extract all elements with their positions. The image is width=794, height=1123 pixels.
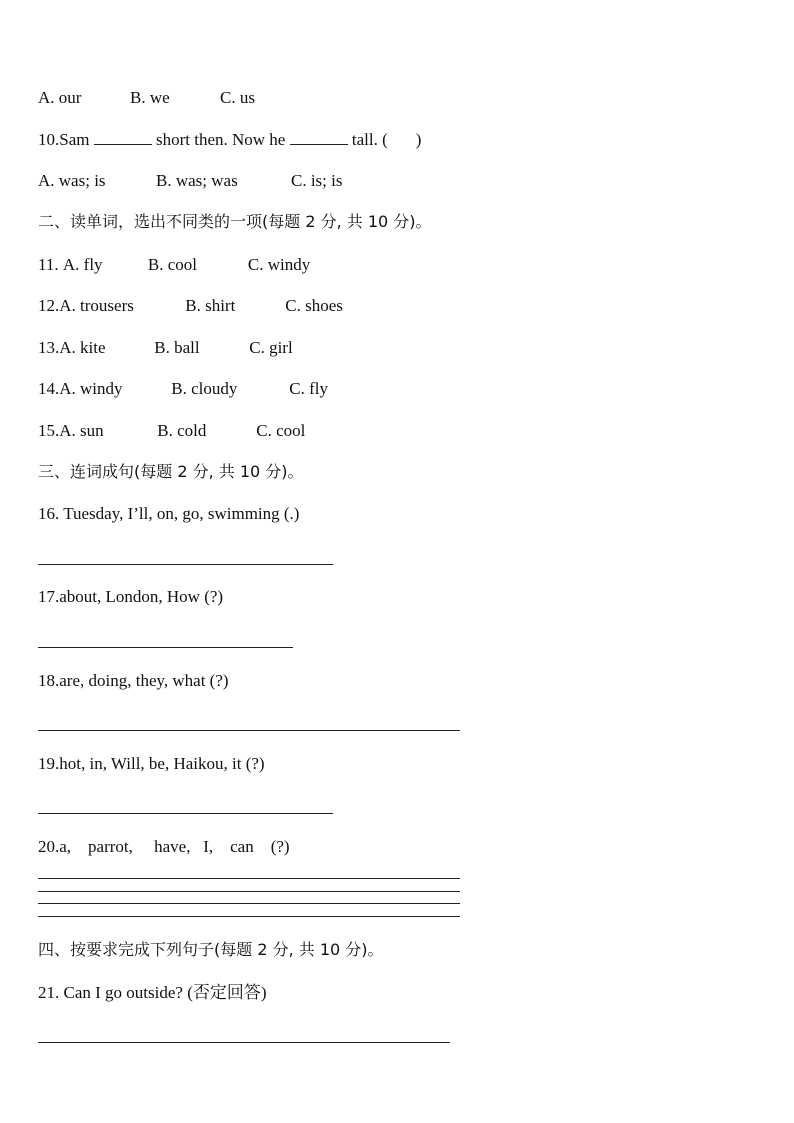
q13-number: 13. bbox=[38, 338, 60, 357]
q10-number: 10. bbox=[38, 130, 60, 149]
q10-part2: short then. Now he bbox=[155, 130, 286, 149]
q9-option-b: B. we bbox=[130, 88, 170, 107]
q14-option-a: A. windy bbox=[59, 379, 123, 398]
q16-answer-line[interactable] bbox=[38, 564, 333, 565]
question-13 bbox=[38, 338, 293, 358]
q15-option-c: C. cool bbox=[256, 421, 306, 440]
q10-blank-1[interactable] bbox=[94, 130, 152, 145]
q10-option-b: B. was; was bbox=[156, 171, 238, 190]
q13-option-b: B. ball bbox=[154, 338, 200, 357]
q11-option-b: B. cool bbox=[147, 255, 197, 274]
question-15 bbox=[38, 421, 305, 441]
question-19 bbox=[38, 754, 265, 774]
q13-option-c: C. girl bbox=[249, 338, 293, 357]
q21-number: 21. bbox=[38, 983, 60, 1002]
q20-answer-line-1[interactable] bbox=[38, 878, 460, 879]
q12-option-b: B. shirt bbox=[185, 296, 236, 315]
q10-part3: tall. bbox=[351, 130, 378, 149]
q10-blank-2[interactable] bbox=[290, 130, 348, 145]
q20-words: a, parrot, have, I, can (?) bbox=[59, 837, 290, 856]
q16-words: Tuesday, I’ll, on, go, swimming (.) bbox=[63, 504, 300, 523]
q17-number: 17. bbox=[38, 587, 60, 606]
q18-words: are, doing, they, what (?) bbox=[59, 671, 229, 690]
question-12 bbox=[38, 296, 343, 316]
q20-answer-line-2[interactable] bbox=[38, 891, 460, 892]
q20-number: 20. bbox=[38, 837, 60, 856]
question-16 bbox=[38, 504, 299, 524]
q17-words: about, London, How (?) bbox=[59, 587, 224, 606]
q10-paren-close: ) bbox=[415, 130, 422, 149]
q15-option-b: B. cold bbox=[157, 421, 207, 440]
q14-number: 14. bbox=[38, 379, 60, 398]
question-21 bbox=[38, 983, 267, 1003]
q18-number: 18. bbox=[38, 671, 60, 690]
q14-option-c: C. fly bbox=[289, 379, 328, 398]
q15-number: 15. bbox=[38, 421, 60, 440]
q18-answer-line[interactable] bbox=[38, 730, 460, 731]
q12-option-c: C. shoes bbox=[285, 296, 343, 315]
question-20 bbox=[38, 837, 290, 857]
q11-number: 11. bbox=[38, 255, 59, 274]
q20-answer-line-3[interactable] bbox=[38, 903, 460, 904]
section-2-heading: 二、读单词，选出不同类的一项(每题 2 分, 共 10 分)。 bbox=[38, 212, 432, 231]
question-14 bbox=[38, 379, 328, 399]
q11-option-a: A. fly bbox=[62, 255, 103, 274]
q9-option-c: C. us bbox=[220, 88, 255, 107]
q9-option-a: A. our bbox=[38, 88, 82, 107]
q17-answer-line[interactable] bbox=[38, 647, 293, 648]
q20-answer-line-4[interactable] bbox=[38, 916, 460, 917]
q12-option-a: A. trousers bbox=[59, 296, 134, 315]
q19-words: hot, in, Will, be, Haikou, it (?) bbox=[59, 754, 265, 773]
question-11 bbox=[38, 255, 310, 275]
q19-number: 19. bbox=[38, 754, 60, 773]
q10-part1: Sam bbox=[59, 130, 90, 149]
q12-number: 12. bbox=[38, 296, 60, 315]
q14-option-b: B. cloudy bbox=[171, 379, 238, 398]
section-4-heading: 四、按要求完成下列句子(每题 2 分, 共 10 分)。 bbox=[38, 940, 384, 959]
q21-answer-line[interactable] bbox=[38, 1042, 450, 1043]
q10-option-c: C. is; is bbox=[291, 171, 343, 190]
q9-options bbox=[38, 88, 255, 108]
q19-answer-line[interactable] bbox=[38, 813, 333, 814]
section-3-heading: 三、连词成句(每题 2 分, 共 10 分)。 bbox=[38, 462, 304, 481]
q10-option-a: A. was; is bbox=[38, 171, 106, 190]
q15-option-a: A. sun bbox=[59, 421, 104, 440]
q13-option-a: A. kite bbox=[59, 338, 106, 357]
question-17 bbox=[38, 587, 223, 607]
question-10 bbox=[38, 130, 421, 150]
q11-option-c: C. windy bbox=[247, 255, 311, 274]
q21-text: Can I go outside? (否定回答) bbox=[63, 983, 267, 1002]
q10-options bbox=[38, 171, 343, 191]
q16-number: 16. bbox=[38, 504, 60, 523]
question-18 bbox=[38, 671, 229, 691]
q10-paren-open: ( bbox=[382, 130, 388, 149]
